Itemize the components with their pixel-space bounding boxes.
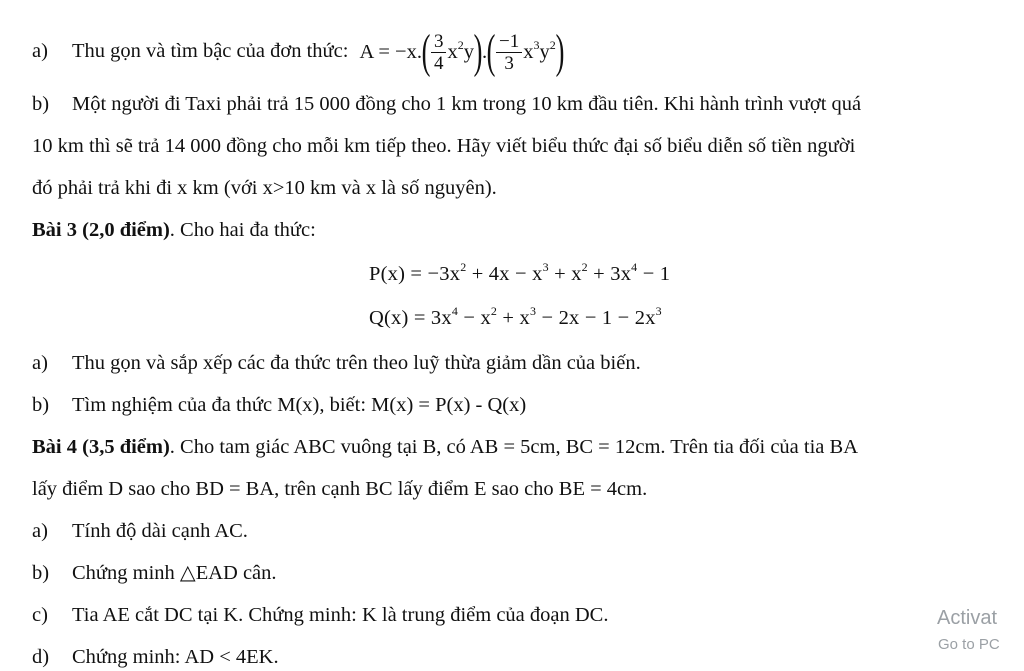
part-text: Tia AE cắt DC tại K. Chứng minh: K là trung điểm của đoạn DC. — [72, 604, 609, 626]
part-text: Chứng minh: AD < 4EK. — [72, 646, 279, 668]
bai-3-part-b — [32, 393, 526, 417]
polynomial-q: $Q(x) = 3x^4 - x^2 + x^3 - 2x - 1 - 2x^3$ — [369, 304, 662, 329]
part-text: Tính độ dài cạnh AC. — [72, 520, 248, 542]
item-label: a) — [32, 352, 48, 374]
section-intro: . Cho hai đa thức: — [169, 219, 316, 241]
fraction-2-numerator: −1 — [496, 31, 522, 53]
expr-lhs: A = −x. — [359, 41, 422, 64]
part-text: Thu gọn và sắp xếp các đa thức trên theo luỹ thừa giảm dần của biến. — [72, 352, 641, 374]
fraction-1-numerator: 3 — [431, 31, 447, 53]
item-label: b) — [32, 93, 50, 115]
section-title: Bài 4 (3,5 điểm) — [32, 436, 170, 458]
part-text: Chứng minh △EAD cân. — [72, 562, 277, 584]
fraction-2 — [496, 31, 522, 74]
dot: . — [481, 41, 488, 64]
activation-watermark-subtitle: Go to PC — [938, 636, 1000, 653]
section-intro: . Cho tam giác ABC vuông tại B, có AB = 5cm, BC = 12cm. Trên tia đối của tia BA — [169, 436, 858, 458]
paren-open: ( — [421, 25, 431, 79]
paren-open: ( — [486, 25, 496, 79]
question-text: Thu gọn và tìm bậc của đơn thức: — [72, 40, 349, 62]
monomial-expression — [359, 25, 565, 79]
term-2: $x^3y^2$ — [523, 38, 556, 64]
part-text: Tìm nghiệm của đa thức M(x), biết: M(x) = P(x) - Q(x) — [72, 394, 527, 416]
item-label: b) — [32, 562, 50, 584]
question-1a — [32, 25, 565, 79]
item-label: a) — [32, 40, 48, 62]
bai-4-part-b — [32, 561, 277, 585]
item-label: d) — [32, 646, 50, 668]
section-title: Bài 3 (2,0 điểm) — [32, 219, 170, 241]
bai-4-part-c — [32, 603, 608, 627]
bai-4-part-d — [32, 645, 279, 669]
fraction-2-denominator: 3 — [504, 52, 514, 74]
term-1: $x^2y$ — [447, 38, 474, 64]
question-1b-line-1 — [32, 92, 861, 116]
question-text: Một người đi Taxi phải trả 15 000 đồng cho 1 km trong 10 km đầu tiên. Khi hành trình vượt quá — [72, 93, 862, 115]
activation-watermark-title: Activat — [937, 607, 998, 629]
section-bai-4-heading — [32, 435, 858, 459]
fraction-1-denominator: 4 — [433, 52, 444, 74]
fraction-1 — [431, 31, 447, 74]
item-label: b) — [32, 394, 50, 416]
question-1b-line-3: đó phải trả khi đi x km (với x>10 km và x là số nguyên). — [32, 177, 497, 199]
bai-4-line-2: lấy điểm D sao cho BD = BA, trên cạnh BC lấy điểm E sao cho BE = 4cm. — [32, 478, 648, 500]
question-1b-line-2: 10 km thì sẽ trả 14 000 đồng cho mỗi km tiếp theo. Hãy viết biểu thức đại số biểu diễn số tiền người — [32, 135, 856, 157]
polynomial-p: $P(x) = -3x^2 + 4x - x^3 + x^2 + 3x^4 - 1$ — [369, 260, 671, 285]
paren-close: ) — [473, 25, 483, 79]
bai-4-part-a — [32, 519, 248, 543]
section-bai-3-heading — [32, 218, 316, 242]
item-label: a) — [32, 520, 48, 542]
item-label: c) — [32, 604, 48, 626]
paren-close: ) — [555, 25, 565, 79]
bai-3-part-a — [32, 351, 641, 375]
